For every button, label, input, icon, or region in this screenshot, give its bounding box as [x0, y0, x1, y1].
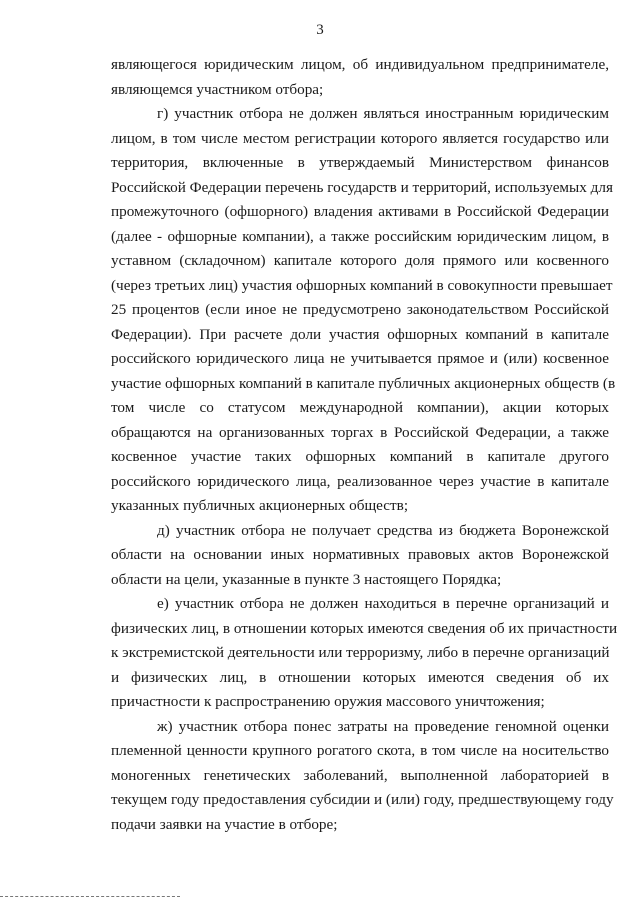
paragraph-start-d: д) участник отбора не получает средства из бюджета Воронежской: [157, 521, 609, 539]
document-body: [111, 53, 618, 837]
text-line: промежуточного (офшорного) владения активами в Российской Федерации: [111, 203, 609, 220]
page-number: 3: [316, 22, 324, 38]
page-bottom-divider: [0, 896, 180, 897]
text-line: Федерации). При расчете доли участия офшорных компаний в капитале: [111, 325, 609, 343]
text-line: лицом, в том числе местом регистрации которого является государство или: [111, 129, 609, 147]
text-line: том числе со статусом международной компании), акции которых: [111, 399, 609, 416]
text-line: указанных публичных акционерных обществ;: [111, 497, 409, 514]
text-line: моногенных генетических заболеваний, выполненной лабораторией в: [111, 766, 609, 784]
paragraph-start-e: е) участник отбора не должен находиться в перечне организаций и: [157, 595, 609, 612]
text-line: (далее - офшорные компании), а также российским юридическим лицом, в: [111, 227, 609, 245]
text-line: территория, включенные в утверждаемый Министерством финансов: [111, 154, 609, 171]
text-line: племенной ценности крупного рогатого скота, в том числе на носительство: [111, 742, 609, 759]
text-line: российского юридического лица, реализованное через участие в капитале: [111, 472, 609, 490]
text-line: текущем году предоставления субсидии и (или) году, предшествующему году: [111, 791, 614, 808]
text-line: и физических лиц, в отношении которых имеются сведения об их: [111, 668, 609, 686]
paragraph-start-g: г) участник отбора не должен являться иностранным юридическим: [157, 105, 609, 122]
text-line: Российской Федерации перечень государств и территорий, используемых для: [111, 178, 613, 196]
text-line: к экстремистской деятельности или терроризму, либо в перечне организаций: [111, 644, 610, 661]
text-line: уставном (складочном) капитале которого доля прямого или косвенного: [111, 252, 609, 269]
text-line: участие офшорных компаний в капитале публичных акционерных обществ (в: [111, 374, 616, 392]
text-line: являющегося юридическим лицом, об индивидуальном предпринимателе,: [111, 56, 609, 73]
paragraph-start-zh: ж) участник отбора понес затраты на проведение геномной оценки: [157, 717, 609, 735]
text-line: обращаются на организованных торгах в Российской Федерации, а также: [111, 423, 609, 441]
text-line: подачи заявки на участие в отборе;: [111, 815, 338, 833]
text-line: косвенное участие таких офшорных компаний в капитале другого: [111, 448, 609, 465]
text-line: причастности к распространению оружия массового уничтожения;: [111, 693, 545, 710]
text-line: российского юридического лица не учитывается прямое и (или) косвенное: [111, 350, 609, 367]
text-line: области на цели, указанные в пункте 3 настоящего Порядка;: [111, 570, 502, 588]
text-line: (через третьих лиц) участия офшорных компаний в совокупности превышает: [111, 276, 613, 294]
text-line: 25 процентов (если иное не предусмотрено законодательством Российской: [111, 301, 609, 318]
text-line: физических лиц, в отношении которых имеются сведения об их причастности: [111, 619, 618, 637]
text-line: области на основании иных нормативных правовых актов Воронежской: [111, 546, 609, 563]
text-line: являющемся участником отбора;: [111, 80, 324, 98]
